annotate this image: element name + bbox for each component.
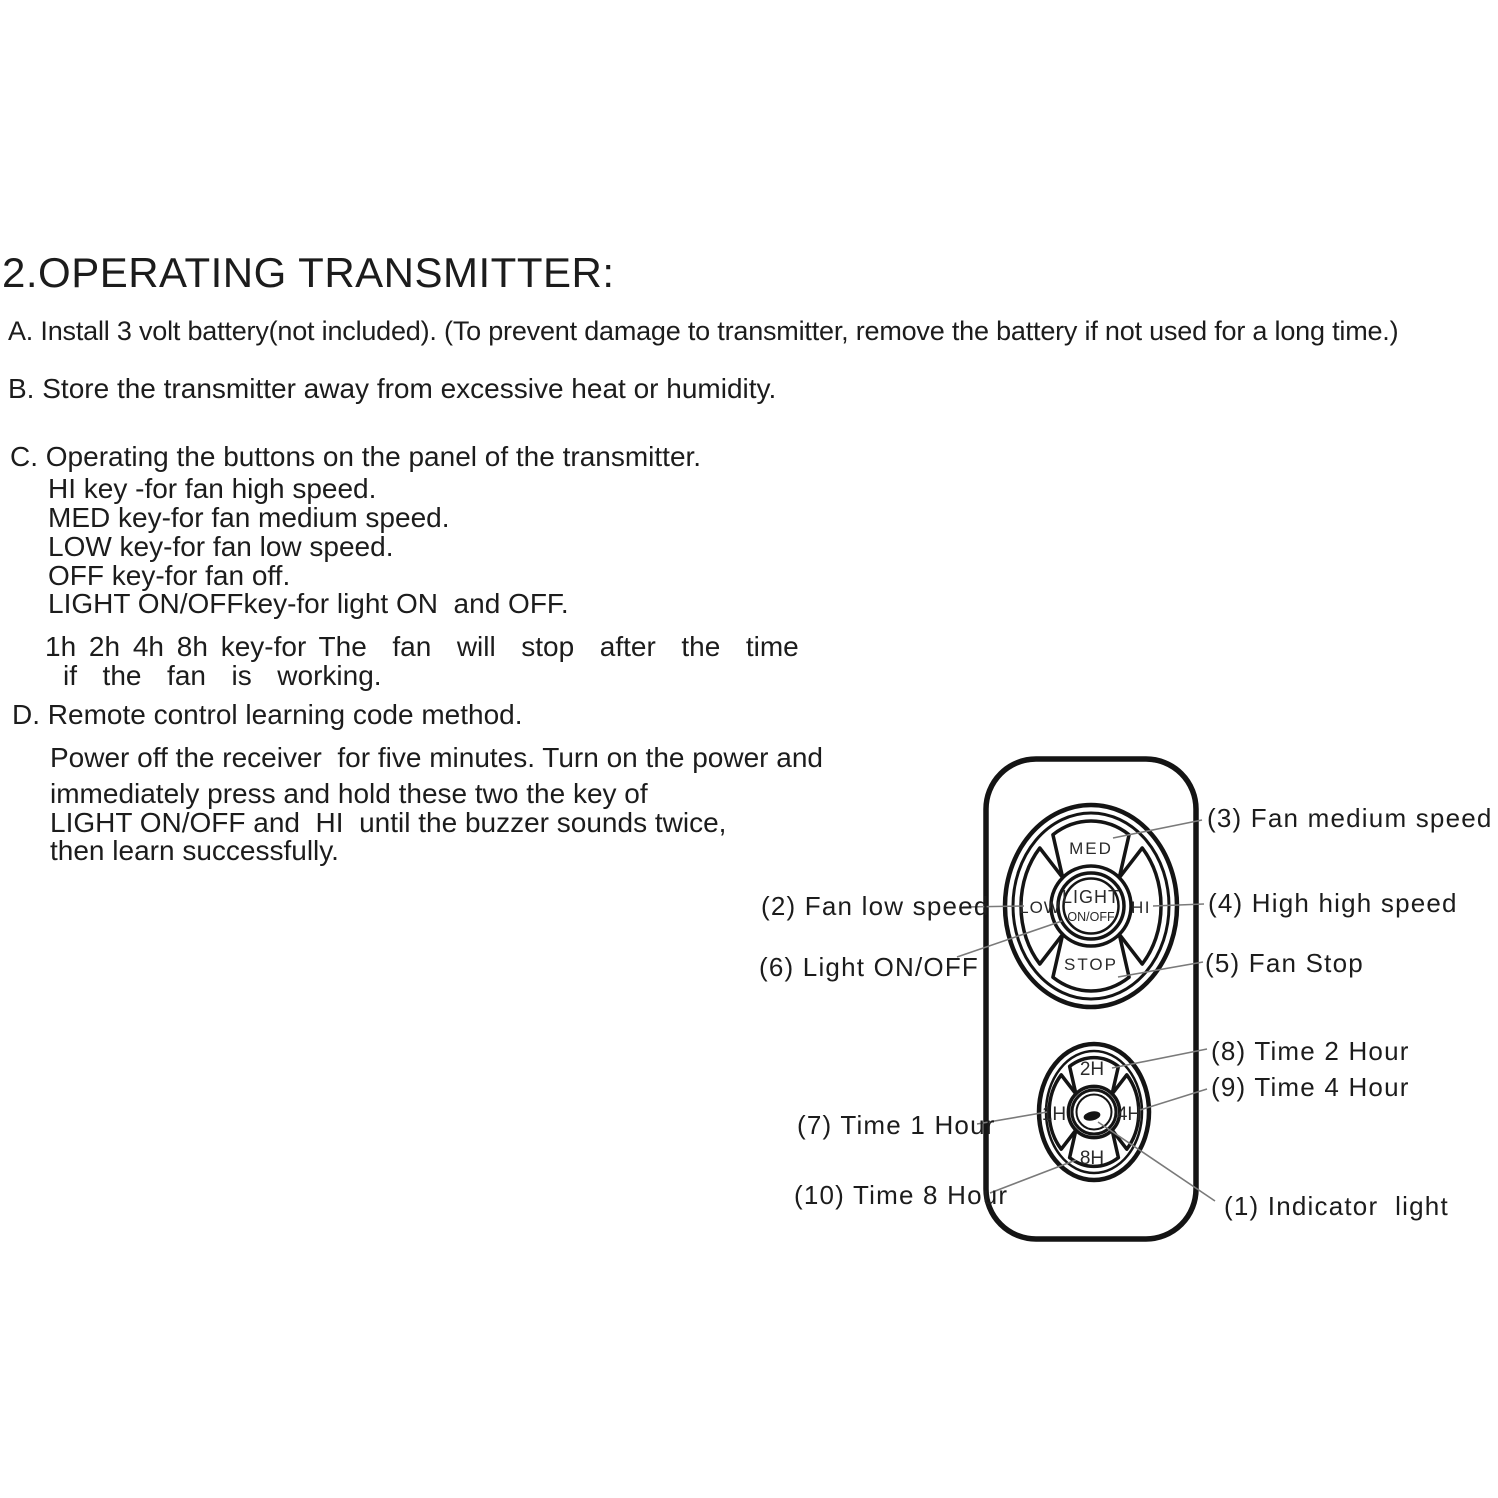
learning-step-line2: immediately press and hold these two the key of: [50, 778, 648, 809]
key-desc-med: MED key-for fan medium speed.: [48, 502, 450, 533]
callout-light-on-off: (6) Light ON/OFF: [759, 952, 980, 982]
light-button-label-bottom: ON/OFF: [1067, 910, 1115, 924]
instruction-item-d: D. Remote control learning code method.: [12, 699, 523, 730]
timer-key-line2: if the fan is working.: [63, 660, 382, 691]
callout-time-4-hour: (9) Time 4 Hour: [1211, 1072, 1410, 1102]
hi-button-label: HI: [1131, 898, 1151, 917]
learning-step-line3: LIGHT ON/OFF and HI until the buzzer sounds twice,: [50, 807, 727, 838]
callout-indicator-light: (1) Indicator light: [1224, 1191, 1449, 1221]
instruction-item-c: C. Operating the buttons on the panel of the transmitter.: [10, 441, 702, 472]
learning-step-line4: then learn successfully.: [50, 835, 339, 866]
instruction-item-a: A. Install 3 volt battery(not included). (To prevent damage to transmitter, remove the battery if not used for a long time.): [8, 316, 1399, 346]
timer-8h-label: 8H: [1079, 1148, 1105, 1169]
learning-step-line1: Power off the receiver for five minutes. Turn on the power and: [50, 742, 823, 773]
page-title: 2.OPERATING TRANSMITTER:: [2, 249, 615, 296]
fan-pad: [1005, 805, 1177, 1007]
stop-button-label: STOP: [1064, 955, 1118, 974]
med-button-label: MED: [1069, 839, 1113, 858]
timer-2h-label: 2H: [1079, 1059, 1105, 1080]
callout-time-8-hour: (10) Time 8 Hour: [794, 1180, 1009, 1210]
key-desc-low: LOW key-for fan low speed.: [48, 531, 394, 562]
callout-fan-medium-speed: (3) Fan medium speed: [1207, 803, 1493, 833]
instruction-item-b: B. Store the transmitter away from excessive heat or humidity.: [8, 373, 777, 404]
key-desc-hi: HI key -for fan high speed.: [48, 473, 377, 504]
timer-4h-label: 4H: [1116, 1104, 1142, 1125]
timer-key-line1: 1h 2h 4h 8h key-for The fan will stop after the time: [45, 631, 799, 662]
key-desc-light: LIGHT ON/OFFkey-for light ON and OFF.: [48, 588, 569, 619]
callout-fan-stop: (5) Fan Stop: [1205, 948, 1364, 978]
callout-time-1-hour: (7) Time 1 Hour: [797, 1110, 996, 1140]
light-button-label-top: LIGHT: [1061, 887, 1121, 907]
callout-fan-high-speed: (4) High high speed: [1208, 888, 1458, 918]
key-desc-off: OFF key-for fan off.: [48, 560, 291, 591]
low-button-label: LOW: [1019, 898, 1061, 917]
timer-1h-label: 1H: [1041, 1104, 1067, 1125]
callout-time-2-hour: (8) Time 2 Hour: [1211, 1036, 1410, 1066]
callout-fan-low-speed: (2) Fan low speed: [761, 891, 990, 921]
